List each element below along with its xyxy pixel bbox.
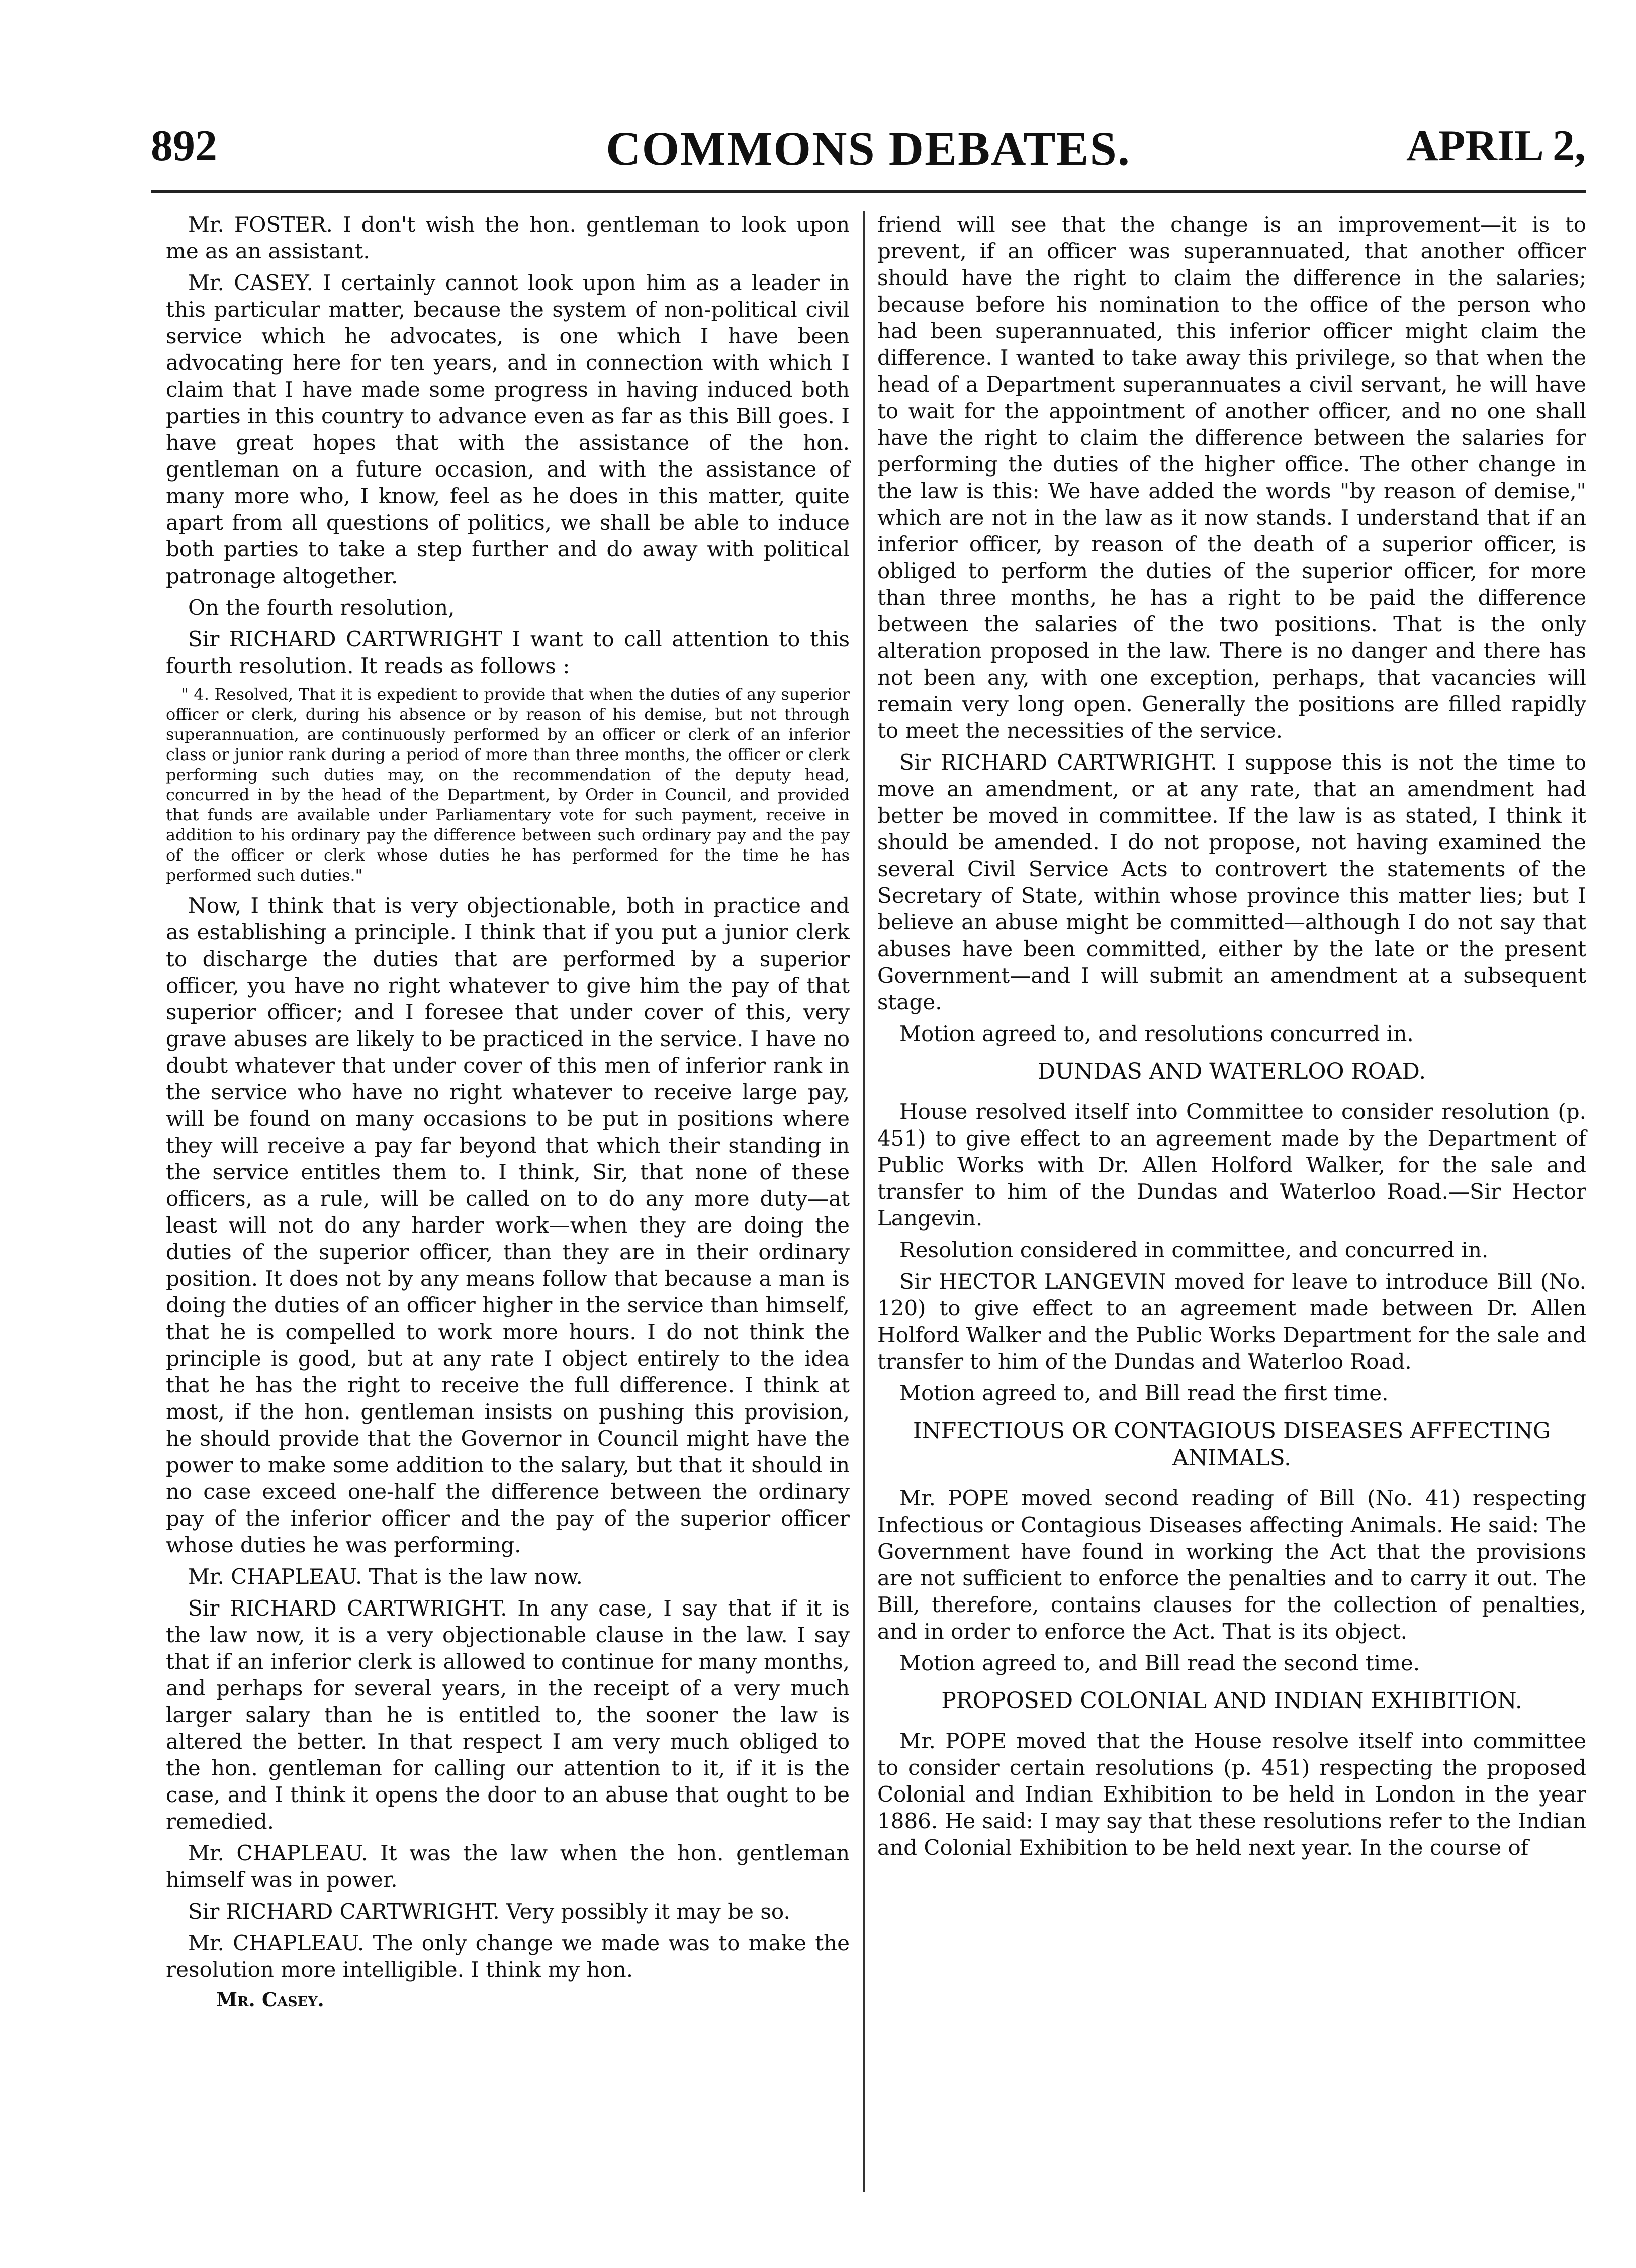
paragraph: Sir HECTOR LANGEVIN moved for leave to introduce Bill (No. 120) to give effect to an agreement made between Dr. Allen Holford Walker and the Public Works Department for the sale and transfer to him of the Dundas and Waterloo Road.	[877, 1269, 1586, 1374]
paragraph: Mr. CHAPLEAU. It was the law when the hon. gentleman himself was in power.	[166, 1841, 850, 1892]
right-column	[877, 211, 1586, 1866]
page-date: APRIL 2,	[1406, 122, 1586, 170]
paragraph: Mr. POPE moved that the House resolve itself into committee to consider certain resolutions (p. 451) respecting the proposed Colonial and Indian Exhibition to be held in London in the year 1886. He said: I may say that these resolutions refer to the Indian and Colonial Exhibition to be held next year. In the course of	[877, 1729, 1586, 1860]
resolution-quote: " 4. Resolved, That it is expedient to provide that when the duties of any superior officer or clerk, during his absence or by reason of his demise, but not through superannuation, are continuously performed by an officer or clerk of an inferior class or junior rank during a period of more than three months, the officer or clerk performing such duties may, on the recommendation of the deputy head, concurred in by the head of the Department, by Order in Council, and provided that funds are available under Parliamentary vote for such payment, receive in addition to his ordinary pay the difference between such ordinary pay and the pay of the officer or clerk whose duties he has performed for the time he has performed such duties."	[166, 685, 850, 885]
section-heading-colonial-exhibition: PROPOSED COLONIAL AND INDIAN EXHIBITION.	[941, 1688, 1522, 1714]
paragraph: House resolved itself into Committee to consider resolution (p. 451) to give effect to an agreement made by the Department of Public Works with Dr. Allen Holford Walker, for the sale and transfer to him of the Dundas and Waterloo Road.—Sir Hector Langevin.	[877, 1099, 1586, 1231]
paragraph: Sir RICHARD CARTWRIGHT. Very possibly it may be so.	[188, 1899, 790, 1924]
header-rule	[151, 190, 1586, 193]
paragraph: Mr. CHAPLEAU. The only change we made was to make the resolution more intelligible. I think my hon.	[166, 1931, 850, 1982]
paragraph: Now, I think that is very objectionable, both in practice and as establishing a principle. I think that if you put a junior clerk to discharge the duties that are performed by a superior officer, you have no right whatever to give him the pay of that superior officer; and I foresee that under cover of this, very grave abuses are likely to be practiced in the service. I have no doubt whatever that under cover of this men of inferior rank in the service who have no right whatever to receive large pay, will be found on many occasions to be put in positions where they will receive a pay far beyond that which their standing in the service entitles them to. I think, Sir, that none of these officers, as a rule, will be called on to do any more duty—at least will not do any harder work—when they are doing the duties of the superior officer, than they are in their ordinary position. It does not by any means follow that because a man is doing the duties of an officer higher in the service than himself, that he is compelled to work more hours. I do not think the principle is good, but at any rate I object entirely to the idea that he has the right to receive the full difference. I think at most, if the hon. gentleman insists on pushing this provision, he should provide that the Governor in Council might have the power to make some addition to the salary, but that it should in no case exceed one-half the difference between the ordinary pay of the inferior officer and the pay of the superior officer whose duties he was performing.	[166, 893, 850, 1557]
paragraph: Mr. FOSTER. I don't wish the hon. gentleman to look upon me as an assistant.	[166, 212, 850, 263]
paragraph: Motion agreed to, and Bill read the first time.	[899, 1381, 1389, 1405]
page-header	[151, 121, 1586, 175]
section-heading-infectious-diseases: INFECTIOUS OR CONTAGIOUS DISEASES AFFECTING ANIMALS.	[913, 1418, 1551, 1471]
page-number: 892	[151, 122, 217, 170]
paragraph: On the fourth resolution,	[188, 595, 455, 620]
paragraph: Mr. CHAPLEAU. That is the law now.	[188, 1564, 583, 1589]
paragraph: Mr. POPE moved second reading of Bill (No. 41) respecting Infectious or Contagious Diseases affecting Animals. He said: The Government have found in working the Act that the provisions are not sufficient to enforce the penalties and to carry it out. The Bill, therefore, contains clauses for the collection of penalties, and in order to enforce the Act. That is its object.	[877, 1486, 1586, 1644]
paragraph: friend will see that the change is an improvement—it is to prevent, if an officer was superannuated, that another officer should have the right to claim the difference in the salaries; because before his nomination to the office of the person who had been superannuated, this inferior officer might claim the difference. I wanted to take away this privilege, so that when the head of a Department superannuates a civil servant, he will have to wait for the appointment of another officer, and no one shall have the right to claim the difference between the salaries for performing the duties of the higher office. The other change in the law is this: We have added the words "by reason of demise," which are not in the law as it now stands. I understand that if an inferior officer, by reason of the death of a superior officer, is obliged to perform the duties of the superior officer, for more than three months, he has a right to be paid the difference between the salaries of the two positions. That is the only alteration proposed in the law. There is no danger and there has not been any, with one exception, perhaps, that vacancies will remain very long open. Generally the positions are filled rapidly to meet the necessities of the service.	[877, 212, 1586, 743]
paragraph: Resolution considered in committee, and concurred in.	[899, 1238, 1489, 1262]
footer-speaker-note: Mr. Casey.	[216, 1988, 324, 2011]
section-heading-dundas-road: DUNDAS AND WATERLOO ROAD.	[1037, 1059, 1426, 1084]
paragraph: Sir RICHARD CARTWRIGHT. In any case, I say that if it is the law now, it is a very objectionable clause in the law. I say that if an inferior clerk is allowed to continue for many months, and perhaps for several years, in the receipt of a very much larger salary than he is entitled to, the sooner the law is altered the better. In that respect I am very much obliged to the hon. gentleman for calling our attention to it, if it is the case, and I think it opens the door to an abuse that ought to be remedied.	[166, 1596, 850, 1834]
paragraph: Sir RICHARD CARTWRIGHT. I suppose this is not the time to move an amendment, or at any rate, that an amendment had better be moved in committee. If the law is as stated, I think it should be amended. I do not propose, not having examined the several Civil Service Acts to controvert the statements of the Secretary of State, within whose province this matter lies; but I believe an abuse might be committed—although I do not say that abuses have been committed, either by the late or the present Government—and I will submit an amendment at a subsequent stage.	[877, 750, 1586, 1014]
paragraph: Motion agreed to, and resolutions concurred in.	[899, 1021, 1414, 1046]
publication-title: COMMONS DEBATES.	[606, 122, 1131, 175]
paragraph: Motion agreed to, and Bill read the second time.	[899, 1651, 1420, 1675]
paragraph: Mr. CASEY. I certainly cannot look upon him as a leader in this particular matter, because the system of non-political civil service which he advocates, is one which I have been advocating here for ten years, and in connection with which I claim that I have made some progress in having induced both parties in this country to advance even as far as this Bill goes. I have great hopes that with the assistance of the hon. gentleman on a future occasion, and with the assistance of many more who, I know, feel as he does in this matter, quite apart from all questions of politics, we shall be able to induce both parties to take a step further and do away with political patronage altogether.	[166, 270, 850, 588]
paragraph: Sir RICHARD CARTWRIGHT I want to call attention to this fourth resolution. It reads as follows :	[166, 627, 850, 678]
column-divider	[863, 211, 865, 2192]
left-column	[166, 211, 850, 2011]
